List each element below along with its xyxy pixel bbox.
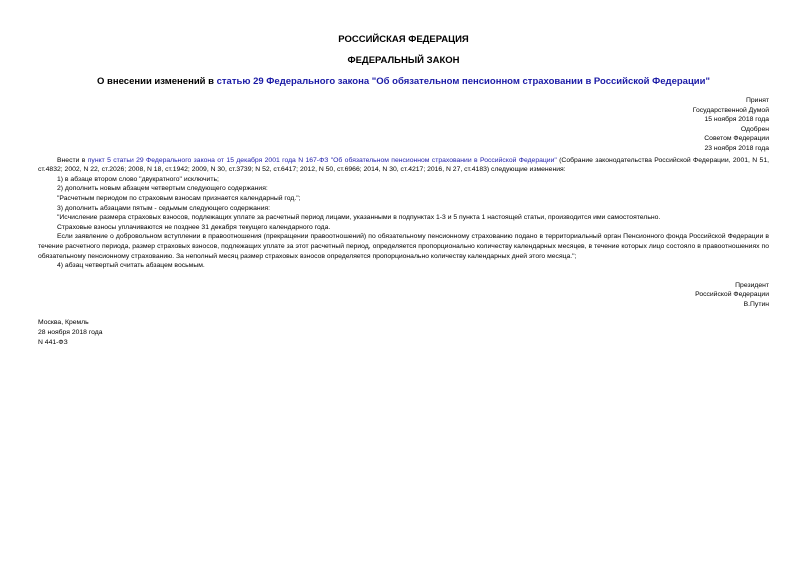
country-heading: РОССИЙСКАЯ ФЕДЕРАЦИЯ (338, 34, 469, 45)
body-paragraph: 2) дополнить новым абзацем четвертым следующего содержания: (57, 185, 268, 193)
body-paragraph: Если заявление о добровольном вступлении в правоотношения (прекращении правоотношений) по обязательному пенсионному страхованию подано в территориальный орган Пенсионного фонда Российской Федерации в течение расчетного периода, размер страховых взносов, подлежащих уплате за этот расчетный период, определяется пропорционально количеству календарных месяцев, в течение которых лицо состояло в правоотношениях по обязательному пенсионному страхованию. За неполный месяц размер страховых взносов определяется пропорционально количеству календарных дней этого месяца."; (38, 233, 769, 260)
place-line: Москва, Кремль (38, 319, 89, 327)
amended-law-link[interactable]: пункт 5 статьи 29 Федерального закона от 15 декабря 2001 года N 167-ФЗ "Об обязательном пенсионном страховании в Российской Федерации" (87, 156, 557, 164)
body-paragraph: "Расчетным периодом по страховым взносам признается календарный год."; (57, 194, 301, 202)
doc-type-heading: ФЕДЕРАЛЬНЫЙ ЗАКОН (347, 55, 460, 66)
adoption-line: Принят (745, 97, 769, 104)
signature-line: В.Путин (743, 300, 769, 308)
adoption-block (38, 96, 769, 154)
adoption-line: Государственной Думой (692, 106, 769, 114)
adoption-line: 15 ноября 2018 года (704, 116, 769, 124)
body-paragraph: 3) дополнить абзацами пятым - седьмым следующего содержания: (57, 204, 271, 212)
body-paragraph: 4) абзац четвертый считать абзацем восьмым. (57, 262, 205, 270)
law-number: N 441-ФЗ (38, 338, 68, 346)
intro-suffix: (Собрание законодательства Российской Федерации, 2001, N 51, ст.4832; 2002, N 22, ст.2026; 2008, N 18, ст.1942; 2009, N 30, ст.3739; N 52, ст.6417; 2012, N 50, ст.6966; 2014, N 30, ст.4217; 2016, N 27, ст.4183) следующие изменения: (38, 156, 770, 174)
law-title (38, 76, 769, 88)
body-paragraph: "Исчисление размера страховых взносов, подлежащих уплате за расчетный период лицами, указанными в подпунктах 1-3 и 5 пункта 1 настоящей статьи, производится ими самостоятельно. (57, 214, 661, 222)
document-page (38, 34, 769, 347)
law-body (38, 156, 769, 271)
body-paragraph: Страховые взносы уплачиваются не позднее 31 декабря текущего календарного года. (57, 223, 331, 231)
adoption-line: 23 ноября 2018 года (704, 144, 769, 152)
intro-paragraph (38, 156, 769, 175)
signature-block (38, 281, 769, 310)
adoption-line: Одобрен (740, 125, 769, 133)
adoption-line: Советом Федерации (704, 135, 769, 143)
intro-prefix: Внести в (57, 156, 88, 164)
law-title-prefix: О внесении изменений в (97, 76, 217, 87)
date-line: 28 ноября 2018 года (38, 329, 103, 337)
body-paragraph: 1) в абзаце втором слово "двукратного" исключить; (57, 175, 219, 183)
signature-line: Российской Федерации (695, 291, 769, 299)
place-date-block (38, 318, 769, 347)
law-title-link[interactable]: статью 29 Федерального закона "Об обязательном пенсионном страховании в Российской Федерации" (216, 76, 710, 87)
signature-line: Президент (735, 281, 769, 289)
